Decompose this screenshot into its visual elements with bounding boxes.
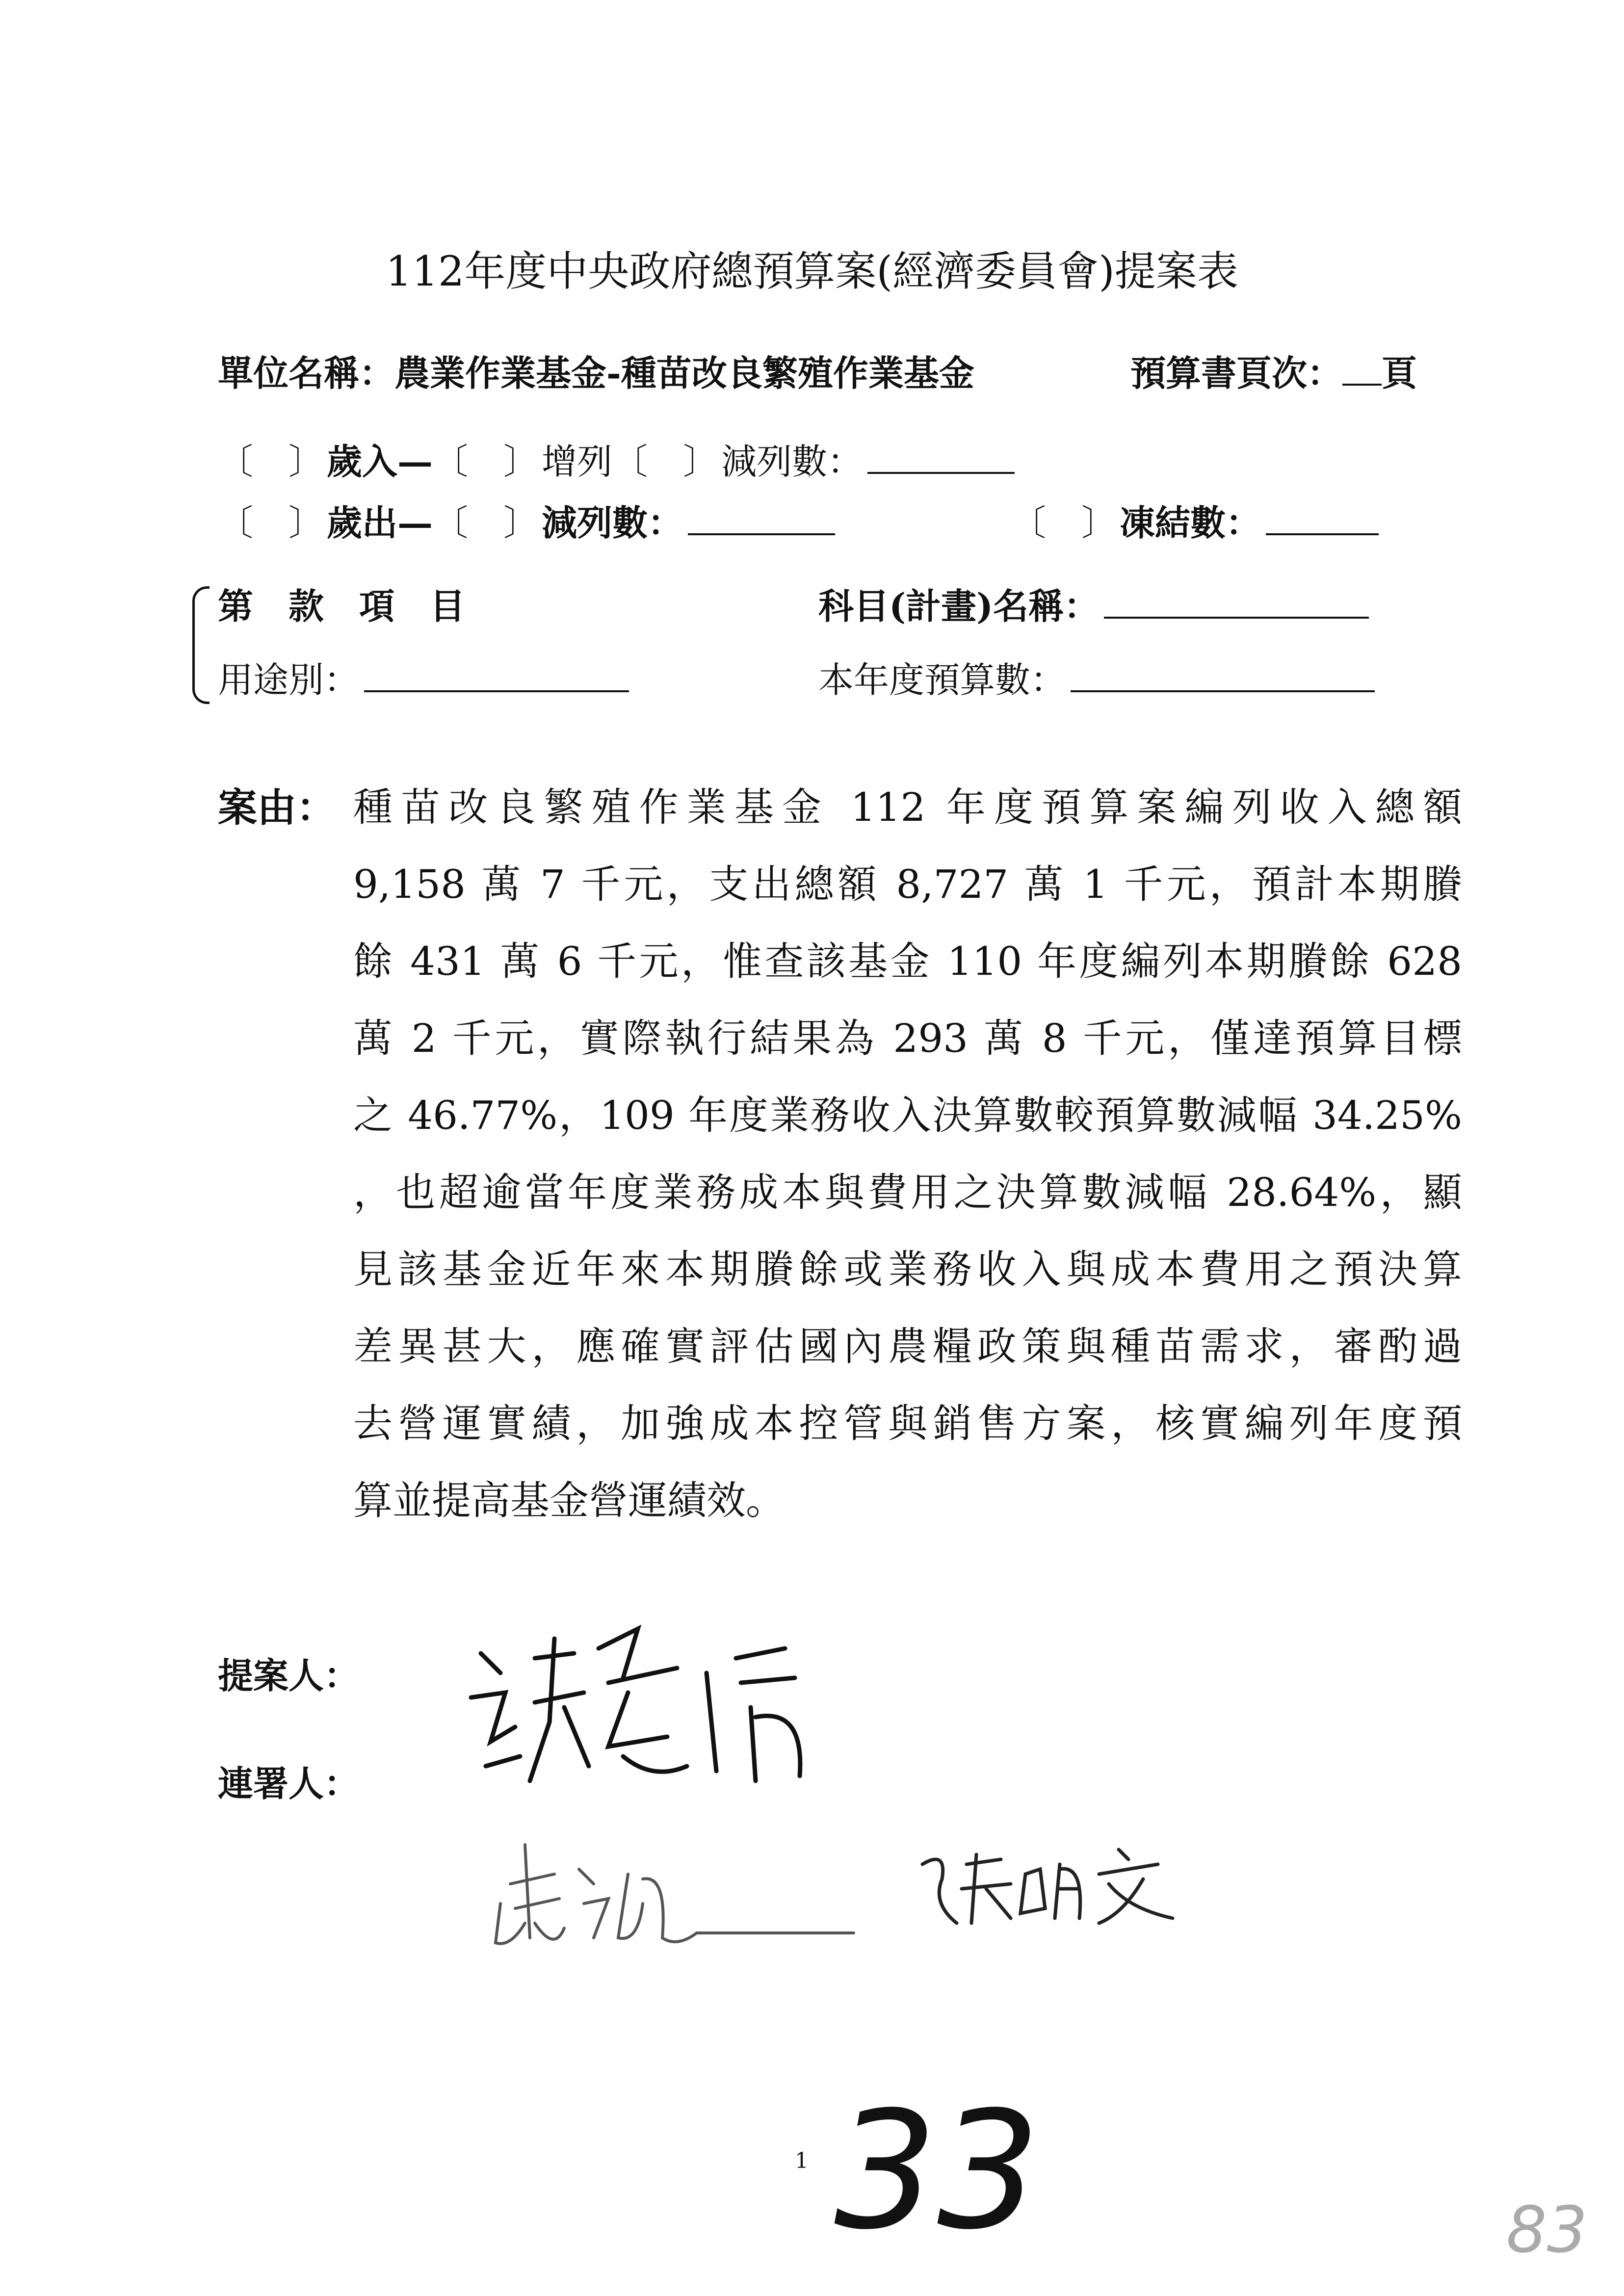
expenditure-checkbox[interactable]: 〔 〕 bbox=[218, 502, 324, 544]
revenue-decrease-label: 減列數： bbox=[721, 441, 863, 482]
reason-line: 萬 2 千元，實際執行結果為 293 萬 8 千元，僅達預算目標 bbox=[353, 1016, 1462, 1061]
reason-line: 9,158 萬 7 千元，支出總額 8,727 萬 1 千元，預計本期賸 bbox=[353, 861, 1462, 907]
subject-name-blank[interactable] bbox=[1104, 587, 1369, 619]
increase-label: 增列 bbox=[542, 441, 613, 482]
reason-line: 種苗改良繁殖作業基金 112 年度預算案編列收入總額 bbox=[353, 784, 1462, 830]
current-budget-row bbox=[818, 660, 1375, 701]
reason-line: 之 46.77%，109 年度業務收入決算數較預算數減幅 34.25% bbox=[353, 1093, 1462, 1138]
reason-line: 差異甚大，應確實評估國內農糧政策與種苗需求，審酌過 bbox=[353, 1324, 1462, 1369]
cosigner-signature-2 bbox=[913, 1835, 1187, 1943]
proposer-label: 提案人： bbox=[218, 1655, 360, 1696]
unit-value: 農業作業基金-種苗改良繁殖作業基金 bbox=[394, 352, 974, 394]
revenue-decrease-checkbox[interactable]: 〔 〕 bbox=[612, 441, 719, 482]
proposer-signature bbox=[461, 1619, 844, 1825]
budget-page-suffix: 頁 bbox=[1382, 352, 1417, 394]
revenue-amount-blank[interactable] bbox=[867, 443, 1015, 474]
expenditure-decrease-checkbox[interactable]: 〔 〕 bbox=[433, 502, 539, 544]
page-number: 1 bbox=[795, 2148, 809, 2173]
cosigner-signature-1 bbox=[481, 1825, 883, 1962]
reason-label: 案由： bbox=[218, 784, 336, 831]
freeze-checkbox[interactable]: 〔 〕 bbox=[1011, 502, 1117, 544]
handwritten-page-number: 33 bbox=[834, 2077, 1040, 2265]
expenditure-decrease-label: 減列數： bbox=[542, 502, 683, 544]
revenue-row bbox=[218, 442, 1015, 482]
unit-label: 單位名稱： bbox=[218, 352, 395, 394]
expenditure-amount-blank[interactable] bbox=[688, 504, 835, 535]
left-brace bbox=[192, 586, 210, 704]
revenue-label: 歲入— bbox=[327, 441, 433, 482]
usage-label: 用途別： bbox=[218, 659, 360, 701]
unit-name-row bbox=[218, 353, 974, 394]
current-budget-label: 本年度預算數： bbox=[818, 659, 1066, 701]
budget-page-blank[interactable] bbox=[1342, 354, 1382, 386]
corner-page-number: 83 bbox=[1506, 2192, 1588, 2267]
usage-blank[interactable] bbox=[364, 661, 629, 692]
freeze-row bbox=[1011, 503, 1379, 544]
revenue-checkbox[interactable]: 〔 〕 bbox=[218, 441, 324, 482]
reason-line: 見該基金近年來本期賸餘或業務收入與成本費用之預決算 bbox=[353, 1247, 1462, 1292]
section-item-label: 第 款 項 目 bbox=[218, 585, 466, 627]
reason-line: 去營運實績，加強成本控管與銷售方案，核實編列年度預 bbox=[353, 1401, 1462, 1446]
cosigner-label: 連署人： bbox=[218, 1763, 360, 1804]
budget-page-label: 預算書頁次： bbox=[1130, 352, 1343, 394]
freeze-label: 凍結數： bbox=[1120, 502, 1261, 544]
document-title: 112年度中央政府總預算案(經濟委員會)提案表 bbox=[386, 247, 1238, 295]
reason-line: 算並提高基金營運績效。 bbox=[353, 1478, 785, 1523]
increase-checkbox[interactable]: 〔 〕 bbox=[433, 441, 539, 482]
usage-row bbox=[218, 660, 629, 701]
expenditure-row bbox=[218, 503, 835, 544]
subject-name-row bbox=[818, 586, 1369, 627]
freeze-amount-blank[interactable] bbox=[1266, 504, 1379, 535]
expenditure-label: 歲出— bbox=[327, 502, 433, 544]
subject-name-label: 科目(計畫)名稱： bbox=[818, 585, 1100, 627]
reason-line: ，也超逾當年度業務成本與費用之決算數減幅 28.64%，顯 bbox=[353, 1170, 1462, 1215]
reason-line: 餘 431 萬 6 千元，惟查該基金 110 年度編列本期賸餘 628 bbox=[353, 939, 1462, 984]
budget-page-row bbox=[1130, 353, 1417, 394]
current-budget-blank[interactable] bbox=[1071, 661, 1375, 692]
